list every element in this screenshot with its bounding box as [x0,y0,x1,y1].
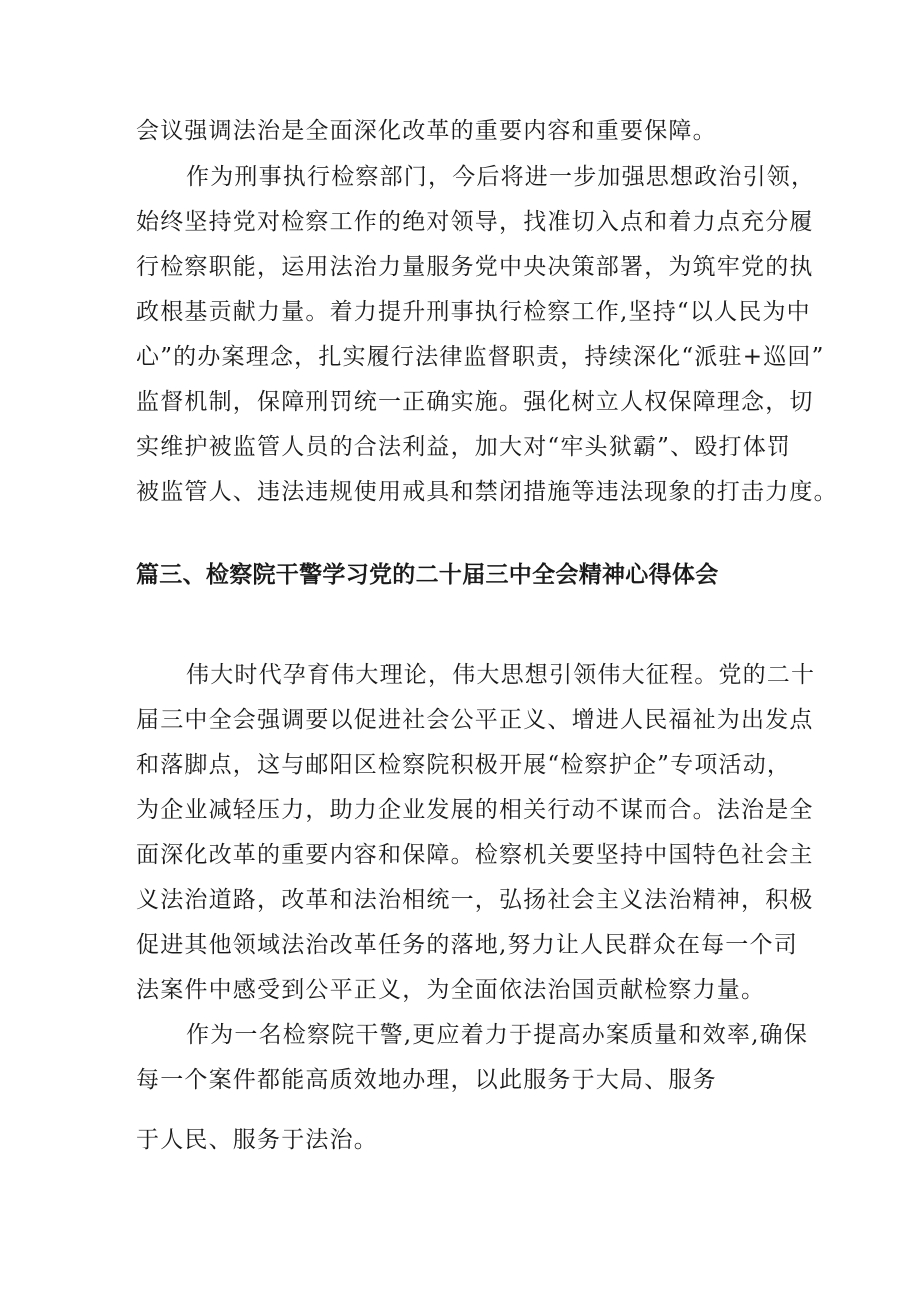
paragraph-line: 和落脚点，这与邮阳区检察院积极开展“检察护企”专项活动， [136,752,792,778]
paragraph-line: 伟大时代孕育伟大理论，伟大思想引领伟大征程。党的二十 [186,662,816,688]
paragraph-line: 政根基贡献力量。着力提升刑事执行检察工作,坚持“以人民为中 [136,299,811,325]
paragraph-line: 义法治道路，改革和法治相统一，弘扬社会主义法治精神，积极 [136,887,814,913]
section-heading: 篇三、检察院干警学习党的二十届三中全会精神心得体会 [136,562,719,588]
paragraph-line: 监督机制，保障刑罚统一正确实施。强化树立人权保障理念，切 [136,389,814,415]
paragraph-line: 被监管人、违法违规使用戒具和禁闭措施等违法现象的打击力度。 [136,479,838,505]
paragraph-line: 面深化改革的重要内容和保障。检察机关要坚持中国特色社会主 [136,842,814,868]
paragraph-line: 每一个案件都能高质效地办理，以此服务于大局、服务 [136,1067,717,1093]
paragraph-line: 实维护被监管人员的合法利益，加大对“牢头狱霸”、殴打体罚 [136,434,792,460]
paragraph-line: 促进其他领域法治改革任务的落地,努力让人民群众在每一个司 [136,932,798,958]
closing-line: 于人民、服务于法治。 [136,1127,378,1153]
paragraph-line: 行检察职能，运用法治力量服务党中央决策部署，为筑牢党的执 [136,254,814,280]
paragraph-line: 为企业减轻压力，助力企业发展的相关行动不谋而合。法治是全 [136,797,814,823]
paragraph-line: 心”的办案理念，扎实履行法律监督职责，持续深化“派驻+巡回” [136,344,825,370]
paragraph-line: 始终坚持党对检察工作的绝对领导，找准切入点和着力点充分履 [136,209,814,235]
paragraph-line: 作为刑事执行检察部门，今后将进一步加强思想政治引领， [186,164,816,190]
paragraph-line: 法案件中感受到公平正义，为全面依法治国贡献检察力量。 [136,977,766,1003]
intro-line: 会议强调法治是全面深化改革的重要内容和重要保障。 [136,118,717,144]
paragraph-line: 届三中全会强调要以促进社会公平正义、增进人民福祉为出发点 [136,707,814,733]
paragraph-line: 作为一名检察院干警,更应着力于提高办案质量和效率,确保 [186,1022,809,1048]
